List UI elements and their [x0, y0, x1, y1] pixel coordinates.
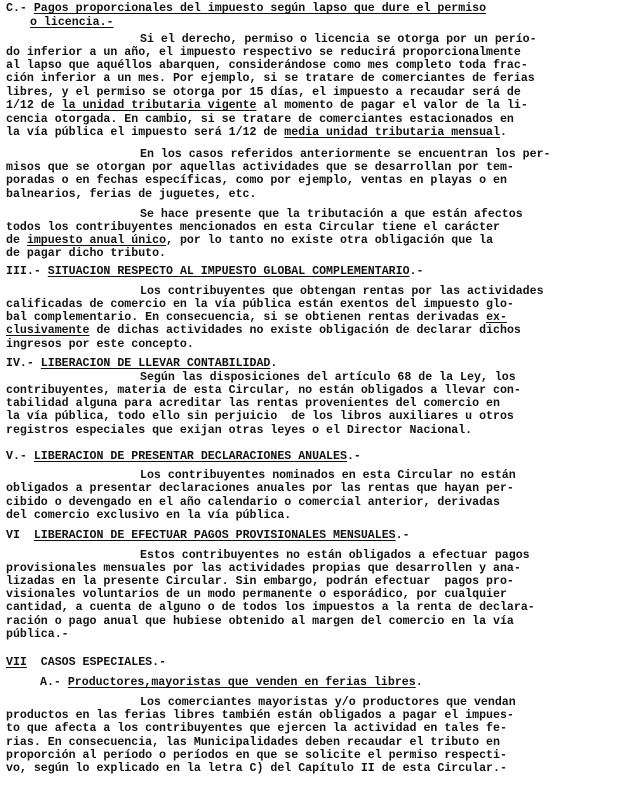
line-text: registros especiales que exijan otras leyes o el Director Nacional. — [6, 424, 473, 437]
text-line — [140, 371, 516, 384]
line-text: misos que se otorgan por aquellas actividades que se desarrollan por tem- — [6, 161, 514, 174]
text-line — [140, 549, 530, 562]
text-line — [6, 749, 507, 762]
line-text: . — [415, 676, 423, 689]
text-line — [6, 575, 514, 588]
text-line — [6, 384, 521, 397]
text-line — [6, 357, 277, 370]
text-line — [140, 696, 516, 709]
text-line — [6, 496, 500, 509]
underlined-text: la unidad tributaria vigente — [61, 99, 257, 112]
text-line — [6, 529, 410, 542]
text-line — [6, 482, 514, 495]
line-text: ingresos por este concepto. — [6, 338, 194, 351]
text-line — [140, 285, 544, 298]
line-text: lizadas en la presente Circular. Sin embargo, podrán efectuar pagos pro- — [6, 575, 514, 588]
text-line — [6, 450, 361, 463]
line-text: , por lo tanto no existe otra obligación que la — [166, 234, 494, 247]
line-text: A.- — [40, 676, 68, 689]
line-text: de — [6, 234, 27, 247]
text-line — [6, 188, 256, 201]
line-text: calificadas de comercio en la vía pública están exentos del impuesto glo- — [6, 298, 514, 311]
line-text: .- — [346, 450, 361, 463]
text-line — [140, 148, 551, 161]
text-line — [6, 615, 514, 628]
underlined-text: SITUACION RESPECTO AL IMPUESTO GLOBAL COMPLEMENTARIO — [47, 265, 410, 278]
line-text: En los casos referidos anteriormente se encuentran los per- — [140, 148, 551, 161]
text-line — [6, 509, 291, 522]
text-line — [6, 709, 514, 722]
line-text: tabilidad alguna para acreditar las rentas provenientes del comercio en — [6, 397, 500, 410]
line-text: vo, según lo explicado en la letra C) del Capítulo II de esta Circular.- — [6, 762, 507, 775]
line-text: balnearios, ferias de juguetes, etc. — [6, 188, 257, 201]
line-text: rias. En consecuencia, las Municipalidades deben recaudar el tributo en — [6, 736, 500, 749]
underlined-text: Productores,mayoristas que venden en ferias libres — [67, 676, 416, 689]
text-line — [6, 59, 528, 72]
text-line — [6, 113, 514, 126]
line-text: Si el derecho, permiso o licencia se otorga por un perío- — [140, 33, 537, 46]
text-line — [140, 33, 537, 46]
line-text: todos los contribuyentes mencionados en esta Circular tiene el carácter — [6, 221, 500, 234]
line-text: . — [270, 357, 278, 370]
text-line — [6, 397, 500, 410]
text-line — [6, 588, 507, 601]
text-line — [6, 298, 514, 311]
underlined-text: LIBERACION DE PRESENTAR DECLARACIONES ANUALES — [33, 450, 347, 463]
underlined-text: media unidad tributaria mensual — [284, 126, 500, 139]
line-text: la vía pública el impuesto será 1/12 de — [6, 126, 285, 139]
line-text: III.- — [6, 265, 48, 278]
text-line — [6, 324, 521, 337]
line-text: ración o pago anual que hubiese obtenido al margen del comercio en la vía — [6, 615, 514, 628]
line-text: productos en las ferias libres también están obligados a pagar el impues- — [6, 709, 514, 722]
line-text: Los comerciantes mayoristas y/o productores que vendan — [140, 696, 516, 709]
underlined-text: o licencia.- — [30, 16, 114, 29]
line-text: poradas o en fechas específicas, como por ejemplo, ventas en playas o en — [6, 174, 507, 187]
text-line — [6, 628, 69, 641]
text-line — [6, 174, 507, 187]
line-text: al momento de pagar el valor de la li- — [256, 99, 528, 112]
underlined-text: ex- — [486, 311, 507, 324]
text-line — [6, 247, 166, 260]
text-line — [6, 2, 486, 15]
line-text: VI — [6, 529, 34, 542]
line-text: proporción al período o períodos en que se solicite el permiso respecti- — [6, 749, 507, 762]
underlined-text: VII — [6, 656, 27, 669]
line-text: .- — [409, 265, 424, 278]
line-text: Los contribuyentes que obtengan rentas por las actividades — [140, 285, 544, 298]
text-line — [6, 424, 472, 437]
line-text: ción inferior a un mes. Por ejemplo, si se tratare de comerciantes de ferias — [6, 72, 535, 85]
line-text: de dichas actividades no existe obligación de declarar dichos — [89, 324, 521, 337]
line-text: cencia otorgada. En cambio, si se tratare de comerciantes estacionados en — [6, 113, 514, 126]
text-line — [40, 676, 423, 689]
line-text: to que afecta a los contribuyentes que ejercen la actividad en tales fe- — [6, 722, 507, 735]
line-text: Los contribuyentes nominados en esta Circular no están — [140, 469, 516, 482]
line-text: do inferior a un año, el impuesto respectivo se reducirá proporcionalmente — [6, 46, 521, 59]
text-line — [6, 126, 507, 139]
text-line — [30, 16, 114, 29]
line-text: 1/12 de — [6, 99, 62, 112]
text-line — [6, 338, 194, 351]
line-text: libres, y el permiso se otorga por 15 días, el impuesto a recaudar será de — [6, 86, 521, 99]
line-text: . — [499, 126, 507, 139]
line-text: al lapso que aquéllos abarquen, considerándose como mes completo toda frac- — [6, 59, 528, 72]
line-text: del comercio exclusivo en la vía pública. — [6, 509, 292, 522]
line-text: V.- — [6, 450, 34, 463]
line-text: bal complementario. En consecuencia, si se obtienen rentas derivadas — [6, 311, 487, 324]
text-line — [6, 562, 521, 575]
underlined-text: LIBERACION DE LLEVAR CONTABILIDAD — [40, 357, 271, 370]
line-text: C.- — [6, 2, 34, 15]
text-line — [140, 208, 523, 221]
text-line — [6, 265, 423, 278]
text-line — [6, 311, 507, 324]
underlined-text: LIBERACION DE EFECTUAR PAGOS PROVISIONALES MENSUALES — [33, 529, 396, 542]
underlined-text: clusivamente — [6, 324, 90, 337]
line-text: Estos contribuyentes no están obligados a efectuar pagos — [140, 549, 530, 562]
text-line — [6, 656, 166, 669]
text-line — [6, 161, 514, 174]
text-line — [6, 722, 507, 735]
line-text: CASOS ESPECIALES.- — [26, 656, 167, 669]
text-line — [6, 234, 493, 247]
text-line — [6, 99, 528, 112]
underlined-text: impuesto anual único — [26, 234, 167, 247]
underlined-text: Pagos proporcionales del impuesto según lapso que dure el permiso — [33, 2, 487, 15]
text-line — [6, 762, 507, 775]
line-text: contribuyentes, materia de esta Circular, no están obligados a llevar con- — [6, 384, 521, 397]
text-line — [6, 221, 500, 234]
text-line — [6, 86, 521, 99]
line-text: obligados a presentar declaraciones anuales por las rentas que hayan per- — [6, 482, 514, 495]
text-line — [6, 72, 535, 85]
text-line — [140, 469, 516, 482]
text-line — [6, 601, 535, 614]
line-text: cibido o devengado en el año calendario o comercial anterior, derivadas — [6, 496, 500, 509]
line-text: la vía pública, todo ello sin perjuicio de los libros auxiliares u otros — [6, 410, 514, 423]
line-text: visionales voluntarios de un modo permanente o esporádico, por cualquier — [6, 588, 507, 601]
line-text: cantidad, a cuenta de alguno o de todos los impuestos a la renta de declara- — [6, 601, 535, 614]
text-line — [6, 410, 514, 423]
line-text: pública.- — [6, 628, 69, 641]
line-text: Según las disposiciones del artículo 68 de la Ley, los — [140, 371, 516, 384]
text-line — [6, 736, 500, 749]
line-text: provisionales mensuales por las actividades propias que desarrollen y ana- — [6, 562, 521, 575]
line-text: Se hace presente que la tributación a que están afectos — [140, 208, 523, 221]
line-text: IV.- — [6, 357, 41, 370]
line-text: de pagar dicho tributo. — [6, 247, 167, 260]
text-line — [6, 46, 521, 59]
line-text: .- — [395, 529, 410, 542]
